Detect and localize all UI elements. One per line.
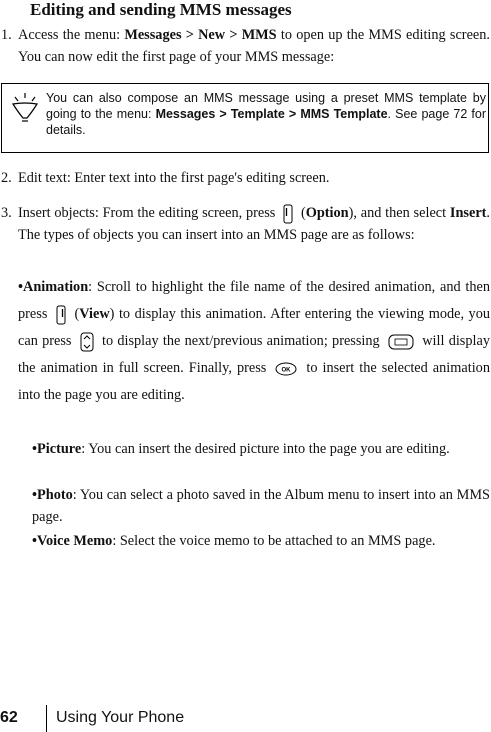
fullscreen-key-icon: [388, 334, 414, 350]
svg-text:OK: OK: [281, 367, 291, 374]
bullet-picture: •Picture: You can insert the desired picture into the page you are editing.: [32, 441, 450, 457]
bullet-photo: •Photo: You can select a photo saved in the Album menu to insert into an MMS page.: [32, 487, 490, 525]
softkey-right-icon: [56, 305, 66, 325]
lightbulb-tip-icon: [10, 92, 40, 126]
step-3-text: Insert objects: From the editing screen, press (Option), and then select Insert. The types of objects you can insert into an MMS page are as follows:: [18, 205, 490, 243]
bullet-animation: •Animation: Scroll to highlight the file name of the desired animation, and then press (View) to display this animation. After entering the viewing mode, you can press to display the next/previous animation; pressing will display the animation in full screen. Finally, press OK to insert the selected animation into the page you are editing.: [18, 279, 491, 403]
bullet-voice-memo: •Voice Memo: Select the voice memo to be attached to an MMS page.: [32, 533, 436, 549]
nav-updown-icon: [80, 332, 94, 352]
page-number: 62: [0, 709, 18, 726]
section-heading: Editing and sending MMS messages: [30, 0, 292, 19]
step-2-number: 2.: [1, 170, 12, 186]
tip-note-text: You can also compose an MMS message using a preset MMS template by going to the menu: Messages > Template > MMS Template. See page 72 for details.: [46, 91, 486, 137]
footer-divider: [46, 705, 47, 732]
step-3-number: 3.: [1, 205, 12, 221]
section-title: Using Your Phone: [56, 709, 185, 726]
step-1-text: Access the menu: Messages > New > MMS to open up the MMS editing screen. You can now edit the first page of your MMS message:: [18, 27, 490, 65]
ok-key-icon: [275, 362, 297, 376]
tip-note-box: [1, 83, 489, 153]
step-2-text: Edit text: Enter text into the first page's editing screen.: [18, 170, 330, 186]
step-1-number: 1.: [1, 27, 12, 43]
softkey-left-icon: [283, 204, 293, 224]
page-footer: [0, 705, 491, 732]
